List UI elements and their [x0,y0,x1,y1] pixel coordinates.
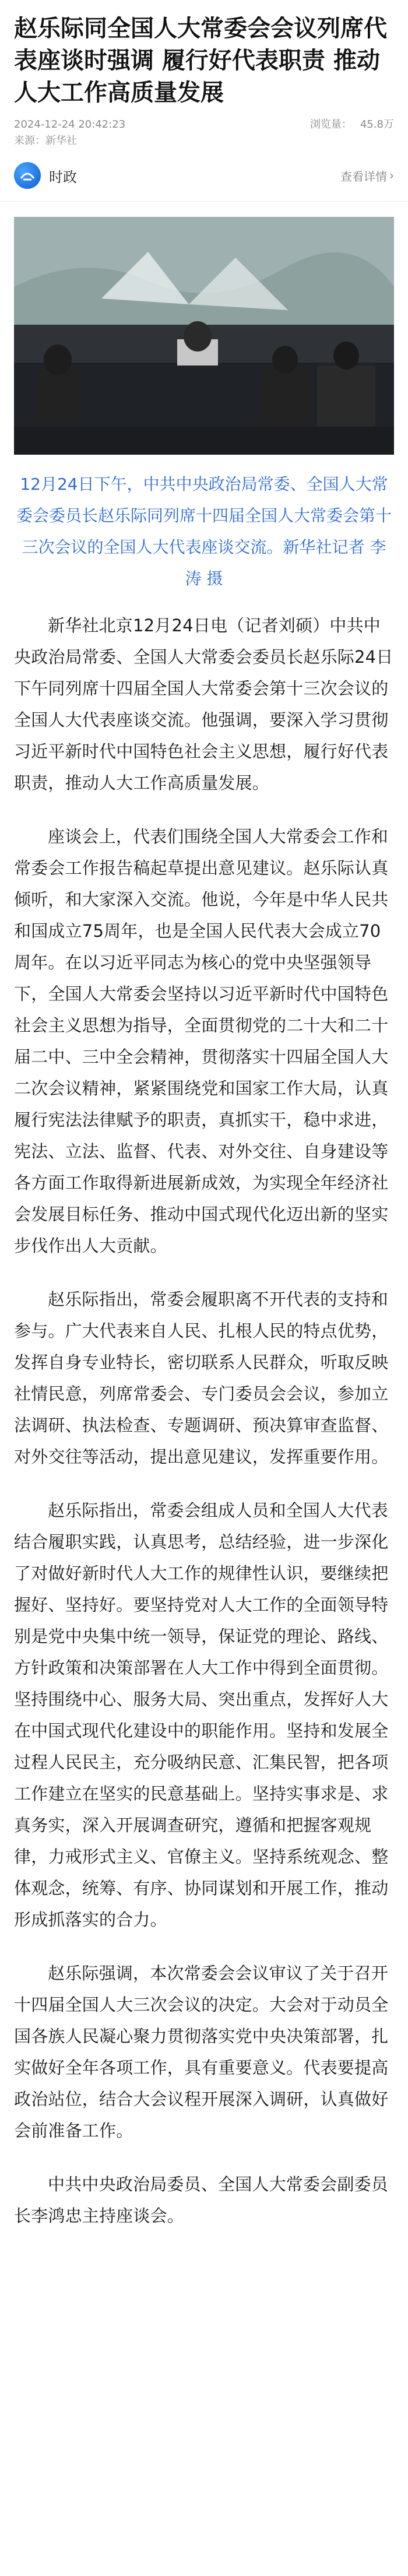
paragraph: 座谈会上，代表们围绕全国人大常委会工作和常委会工作报告稿起草提出意见建议。赵乐际认真倾听，和大家深入交流。他说，今年是中华人民共和国成立75周年，也是全国人民代表大会成立70周年。在以习近平同志为核心的党中央坚强领导下，全国人大常委会坚持以习近平新时代中国特色社会主义思想为指导，全面贯彻党的二十大和二十届二中、三中全会精神，贯彻落实十四届全国人大二次会议精神，紧紧围绕党和国家工作大局，认真履行宪法法律赋予的职责，真抓实干，稳中求进，宪法、立法、监督、代表、对外交往、自身建设等各方面工作取得新进展新成效，为实现全年经济社会发展目标任务、推动中国式现代化迈出新的坚实步伐作出人大贡献。 [14,827,389,1256]
view-count-value: 45.8万 [360,118,394,131]
view-details-link[interactable] [340,167,394,184]
xinhua-logo-icon[interactable] [14,162,41,189]
channel-bar[interactable] [14,158,394,193]
view-count [310,117,394,132]
meeting-photo-illustration [14,217,394,455]
paragraph: 赵乐际指出，常委会组成人员和全国人大代表结合履职实践，认真思考，总结经验，进一步深化了对做好新时代人大工作的规律性认识，要继续把握好、坚持好。要坚持党对人大工作的全面领导特别是党中央集中统一领导，保证党的理论、路线、方针政策和决策部署在人大工作中得到全面贯彻。坚持围绕中心、服务大局、突出重点，发挥好人大在中国式现代化建设中的职能作用。坚持和发展全过程人民民主，充分吸纳民意、汇集民智，把各项工作建立在坚实的民意基础上。坚持实事求是、求真务实，深入开展调查研究，遵循和把握客观规律，力戒形式主义、官僚主义。坚持系统观念、整体观念，统筹、有序、协同谋划和开展工作，推动形成抓落实的合力。 [14,1500,389,1930]
paragraph: 赵乐际指出，常委会履职离不开代表的支持和参与。广大代表来自人民、扎根人民的特点优势，发挥自身专业特长，密切联系人民群众，听取反映社情民意，列席常委会、专门委员会会议，参加立法调研、执法检查、专题调研、预决算审查监督、对外交往等活动，提出意见建议，发挥重要作用。 [14,1289,389,1467]
channel-name[interactable]: 时政 [49,168,77,185]
article-photo [14,217,394,455]
photo-caption: 12月24日下午，中共中央政治局常委、全国人大常委会委员长赵乐际同列席十四届全国人大常委会第十三次会议的全国人大代表座谈交流。新华社记者 李涛 摄 [16,475,392,588]
paragraph: 赵乐际强调，本次常委会会议审议了关于召开十四届全国人大三次会议的决定。大会对于动员全国各族人民凝心聚力贯彻落实党中央决策部署，扎实做好全年各项工作，具有重要意义。代表要提高政治站位，结合大会议程开展深入调研，认真做好会前准备工作。 [14,1963,389,2141]
article-body [0,610,408,2231]
paragraph: 新华社北京12月24日电（记者刘硕）中共中央政治局常委、全国人大常委会委员长赵乐际24日下午同列席十四届全国人大常委会第十三次会议的全国人大代表座谈交流。他强调，要深入学习贯彻习近平新时代中国特色社会主义思想，履行好代表职责，推动人大工作高质量发展。 [14,616,393,793]
view-details-label[interactable]: 查看详情 [340,169,387,184]
article-meta [0,109,408,132]
view-count-label: 浏览量： [309,118,352,131]
publish-datetime: 2024-12-24 20:42:23 [14,118,126,131]
divider [0,201,408,202]
paragraph: 中共中央政治局委员、全国人大常委会副委员长李鸿忠主持座谈会。 [14,2174,389,2226]
article-source: 来源：新华社 [14,135,77,147]
channel-info[interactable] [14,162,77,189]
article-title: 赵乐际同全国人大常委会会议列席代表座谈时强调 履行好代表职责 推动人大工作高质量发展 [14,15,387,106]
chevron-right-icon: › [389,168,394,182]
